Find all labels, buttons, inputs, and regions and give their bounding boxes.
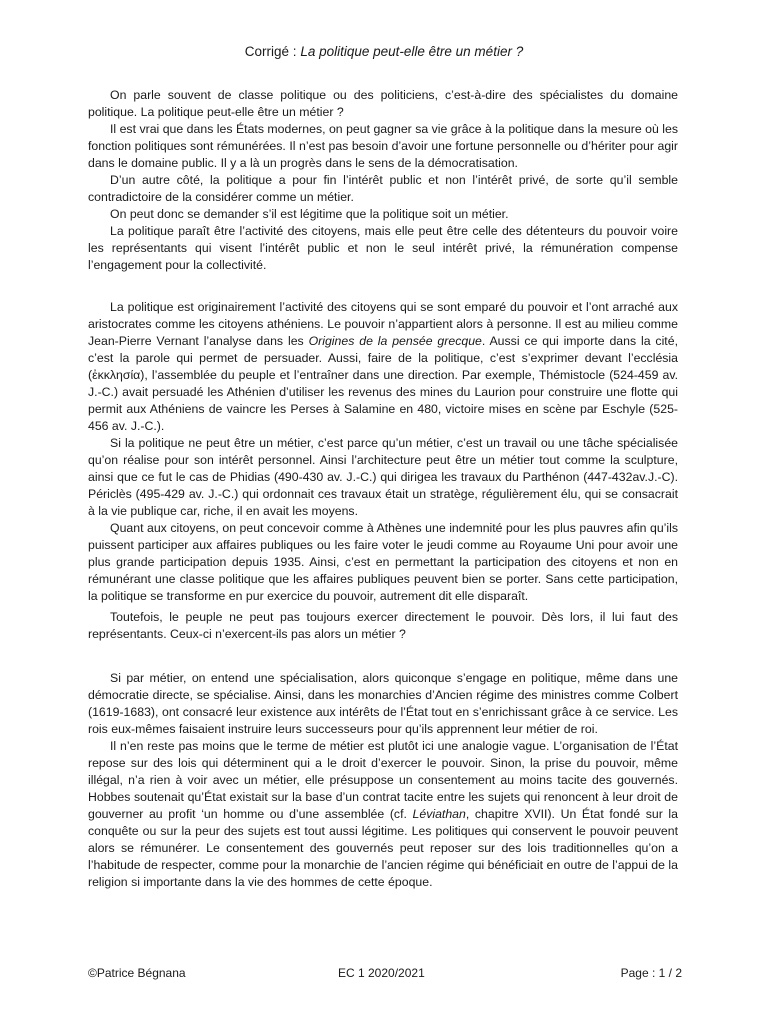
paragraph: On peut donc se demander s’il est légitime que la politique soit un métier. (110, 207, 509, 221)
paragraph: Il est vrai que dans les États modernes, on peut gagner sa vie grâce à la politique dans la mesure où les fonction politiques sont rémunérées. Il n’est pas besoin d’avoir une fortune personnelle ou d’hériter pour agir dans le domaine public. Il y a là un progrès dans le sens de la démocratisation. (88, 122, 678, 170)
paragraph: On parle souvent de classe politique ou des politiciens, c’est-à-dire des spécialistes du domaine politique. La politique peut-elle être un métier ? (88, 88, 678, 119)
page-title (0, 44, 768, 59)
paragraph: Si la politique ne peut être un métier, c’est parce qu’un métier, c’est un travail ou une tâche spécialisée qu’on réalise pour son intérêt personnel. Ainsi l’architecture peut être un métier tout comme la sculpture, ainsi que ce fut le cas de Phidias (490-430 av. J.-C.) qui dirigea les travaux du Parthénon (447-432av.J.-C). Périclès (495-429 av. J.-C.) qui ordonnait ces travaux était un stratège, régulièrement élu, qui se consacrait à la vie publique car, riche, il en avait les moyens. (88, 436, 678, 518)
paragraph: Si par métier, on entend une spécialisation, alors quiconque s’engage en politique, même dans une démocratie directe, se spécialise. Ainsi, dans les monarchies d’Ancien régime des ministres comme Colbert (1619-1683), ont consacré leur existence aux intérêts de l’État tout en s’enrichissant grâce à ce service. Les rois eux-mêmes faisaient instruire leurs successeurs pour qu’ils apprennent leur métier de roi. (88, 671, 678, 736)
paragraph: D’un autre côté, la politique a pour fin l’intérêt public et non l’intérêt privé, de sorte qu’il semble contradictoire de la considérer comme un métier. (88, 173, 678, 204)
section-introduction (88, 87, 678, 274)
paragraph: La politique est originairement l’activité des citoyens qui se sont emparé du pouvoir et l’ont arraché aux aristocrates comme les citoyens athéniens. Le pouvoir n’appartient alors à personne. Il est au milieu comme Jean-Pierre Vernant l’analyse dans les Origines de la pensée grecque. Aussi ce qui importe dans la cité, c’est la parole qui permet de persuader. Aussi, faire de la politique, c’est s’exprimer devant l’ecclésia (ἐκκλησία), l’assemblée du peuple et l’entraîner dans une direction. Par exemple, Thémistocle (524-459 av. J.-C.) avait persuadé les Athénien d’utiliser les revenus des mines du Laurion pour construire une flotte qui permit aux Athéniens de vaincre les Perses à Salamine en 480, victoire mises en scène par Eschyle (525-456 av. J.-C.). (88, 300, 678, 433)
paragraph: La politique paraît être l’activité des citoyens, mais elle peut être celle des détenteurs du pouvoir voire les représentants qui visent l’intérêt public et non le seul intérêt privé, la rémunération compense l’engagement pour la collectivité. (88, 224, 678, 272)
section-part-two (88, 670, 678, 891)
book-title: Origines de la pensée grecque (308, 334, 482, 348)
footer-author: ©Patrice Bégnana (88, 966, 186, 980)
paragraph: Il n’en reste pas moins que le terme de métier est plutôt ici une analogie vague. L’organisation de l’État repose sur des lois qui déterminent qui a le droit d’exercer le pouvoir. Sinon, la prise du pouvoir, même illégal, n’a rien à voir avec un métier, elle présuppose un consentement au moins tacite des gouvernés. Hobbes soutenait qu’État existait sur la base d’un contrat tacite entre les sujets qui renoncent à leur droit de gouverner au profit ‘un homme ou d’une assemblée (cf. Léviathan, chapitre XVII). Un État fondé sur la conquête ou sur la peur des sujets est tout aussi légitime. Les politiques qui conservent le pouvoir peuvent alors se rémunérer. Le consentement des gouvernés peut reposer sur des lois traditionnelles qu’on a l’habitude de respecter, comme pour la monarchie de l’ancien régime qui bénéficiait en outre de l’appui de la religion si importante dans la vie des hommes de cette époque. (88, 739, 678, 889)
paragraph: Quant aux citoyens, on peut concevoir comme à Athènes une indemnité pour les plus pauvres afin qu’ils puissent participer aux affaires publiques ou les faire voter le jeudi comme au Royaume Uni pour avoir une plus grande participation depuis 1935. Ainsi, c’est en permettant la participation des citoyens et non en rémunérant une classe politique que les affaires publiques peuvent bien se porter. Sans cette participation, la politique se transforme en pur exercice du pouvoir, autrement dit elle disparaît. (88, 521, 678, 603)
book-title: Léviathan (412, 807, 466, 821)
title-prefix: Corrigé : (244, 44, 301, 59)
section-transition (88, 609, 678, 643)
paragraph: Toutefois, le peuple ne peut pas toujours exercer directement le pouvoir. Dès lors, il lui faut des représentants. Ceux-ci n’exercent-ils pas alors un métier ? (88, 610, 678, 641)
section-part-one (88, 299, 678, 605)
footer-page-number: Page : 1 / 2 (620, 966, 682, 980)
title-italic: La politique peut-elle être un métier ? (300, 44, 524, 59)
footer-course: EC 1 2020/2021 (338, 966, 425, 980)
